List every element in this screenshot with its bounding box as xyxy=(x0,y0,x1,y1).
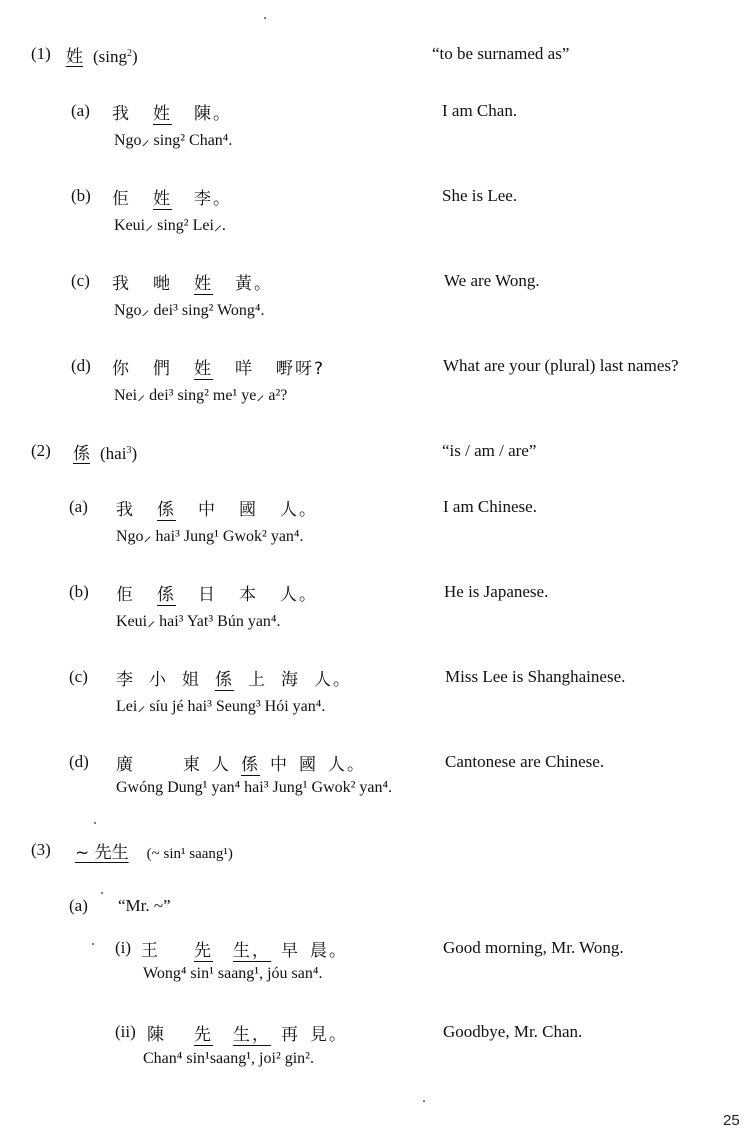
example-letter: (a) xyxy=(71,101,90,120)
example-letter: (d) xyxy=(69,752,89,771)
example-translation: Goodbye, Mr. Chan. xyxy=(443,1022,583,1041)
example-cjk: 佢 係 日 本 人。 xyxy=(116,585,318,605)
example-cjk: 我 哋 姓 黃。 xyxy=(112,274,273,294)
section-3-romanization: (~ sin¹ saang¹) xyxy=(146,846,233,862)
example-romanization: Keui⸝ hai³ Yat³ Bún yan⁴. xyxy=(116,613,281,630)
example-translation: I am Chan. xyxy=(442,101,518,120)
example-romanization: Lei⸝ síu jé hai³ Seung³ Hói yan⁴. xyxy=(116,698,326,715)
section-1-number: (1) xyxy=(31,44,51,63)
scan-speck xyxy=(92,943,94,945)
example-letter: (d) xyxy=(71,356,91,375)
example-letter: (c) xyxy=(69,667,88,686)
example-cjk: 我 姓 陳。 xyxy=(112,104,232,124)
scan-speck xyxy=(101,892,103,894)
example-letter: (c) xyxy=(71,271,90,290)
section-2-romanization: (hai$^3$) xyxy=(100,444,138,463)
subsection-label: “Mr. ~” xyxy=(118,896,171,915)
example-romanization: Keui⸝ sing² Lei⸝. xyxy=(114,217,226,234)
example-cjk: 王 先 生， 早 晨。 xyxy=(141,941,348,961)
example-letter: (b) xyxy=(69,582,89,601)
example-romanization: Ngo⸝ sing² Chan⁴. xyxy=(114,132,233,149)
scan-speck xyxy=(423,1100,425,1102)
section-2-heading xyxy=(73,439,137,464)
example-romanization: Ngo⸝ dei³ sing² Wong⁴. xyxy=(114,302,265,319)
section-1-romanization: (sing$^2$) xyxy=(93,47,138,66)
example-romanization: Ngo⸝ hai³ Jung¹ Gwok² yan⁴. xyxy=(116,528,304,545)
example-cjk: 佢 姓 李。 xyxy=(112,189,232,209)
section-1-cjk: 姓 xyxy=(66,47,83,67)
example-romanization: Gwóng Dung¹ yan⁴ hai³ Jung¹ Gwok² yan⁴. xyxy=(116,779,393,796)
example-letter: (a) xyxy=(69,497,88,516)
example-translation: I am Chinese. xyxy=(443,497,537,516)
example-translation: What are your (plural) last names? xyxy=(443,356,679,375)
example-cjk: 陳 先 生， 再 見。 xyxy=(147,1025,348,1045)
example-translation: Miss Lee is Shanghainese. xyxy=(445,667,626,686)
example-letter: (b) xyxy=(71,186,91,205)
example-translation: He is Japanese. xyxy=(444,582,549,601)
example-letter: (i) xyxy=(115,938,132,957)
section-3-heading xyxy=(75,838,233,863)
example-letter: (ii) xyxy=(115,1022,136,1041)
section-2-cjk: 係 xyxy=(73,444,90,464)
section-1-heading xyxy=(66,42,138,67)
section-2-translation: “is / am / are” xyxy=(442,441,537,460)
example-cjk: 李 小 姐 係 上 海 人。 xyxy=(116,670,352,690)
section-3-number: (3) xyxy=(31,840,51,859)
page-number: 25 xyxy=(723,1112,740,1129)
example-translation: Good morning, Mr. Wong. xyxy=(443,938,624,957)
subsection-letter: (a) xyxy=(69,896,88,915)
example-translation: Cantonese are Chinese. xyxy=(445,752,605,771)
example-romanization: Chan⁴ sin¹saang¹, joi² gin². xyxy=(143,1050,314,1067)
section-2-number: (2) xyxy=(31,441,51,460)
scan-speck xyxy=(94,822,96,824)
section-1-translation: “to be surnamed as” xyxy=(432,44,570,63)
example-cjk: 我 係 中 國 人。 xyxy=(116,500,318,520)
example-romanization: Nei⸝ dei³ sing² me¹ ye⸝ a²? xyxy=(114,387,288,404)
example-translation: We are Wong. xyxy=(444,271,540,290)
example-cjk: 你 們 姓 咩 嘢呀? xyxy=(112,359,326,379)
example-romanization: Wong⁴ sin¹ saang¹, jóu san⁴. xyxy=(143,965,323,982)
section-3-cjk: ~ 先生 xyxy=(75,843,129,863)
scan-speck xyxy=(264,17,266,19)
example-cjk: 廣 東 人 係 中 國 人。 xyxy=(116,755,366,775)
example-translation: She is Lee. xyxy=(442,186,518,205)
